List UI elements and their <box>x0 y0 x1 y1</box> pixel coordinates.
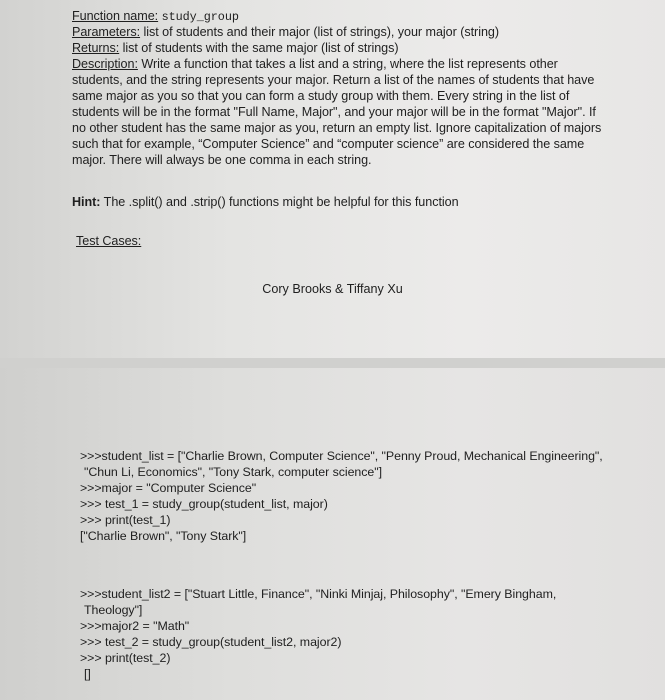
function-name-line <box>72 9 239 25</box>
hint-line <box>72 195 459 210</box>
returns-line <box>72 41 399 56</box>
function-name-value: study_group <box>161 10 239 24</box>
code-2-line-1: Theology"] <box>84 603 143 617</box>
code-1-line-0: >>>student_list = ["Charlie Brown, Computer Science", "Penny Proud, Mechanical Engineering", <box>80 449 603 463</box>
code-2-line-2: >>>major2 = "Math" <box>80 619 190 633</box>
function-name-label: Function name: <box>72 9 159 23</box>
returns-label: Returns: <box>72 41 120 55</box>
description-line-2: same major as you so that you can form a study group with them. Every string in the list of <box>72 89 570 103</box>
code-1-line-2: >>>major = "Computer Science" <box>80 481 257 495</box>
code-1-line-1: "Chun Li, Economics", "Tony Stark, computer science"] <box>84 465 382 479</box>
description-line-0 <box>72 57 558 72</box>
returns-value: list of students with the same major (list of strings) <box>122 41 399 55</box>
footer-credit: Cory Brooks & Tiffany Xu <box>262 282 403 296</box>
hint-label: Hint: <box>72 195 101 209</box>
description-line-1: students, and the string represents your major. Return a list of the names of students that have <box>72 73 595 87</box>
page-divider <box>0 358 665 368</box>
code-2-line-5: [] <box>84 667 91 681</box>
description-line-5: such that for example, “Computer Science” and “computer science” are considered the same <box>72 137 585 151</box>
description-line-6: major. There will always be one comma in each string. <box>72 153 372 167</box>
code-1-line-3: >>> test_1 = study_group(student_list, major) <box>80 497 328 511</box>
description-text: Write a function that takes a list and a string, where the list represents other <box>141 57 558 71</box>
test-cases-heading: Test Cases: <box>76 234 142 248</box>
description-line-3: students will be in the format "Full Name, Major", and your major will be in the format "Major". If <box>72 105 596 119</box>
description-label: Description: <box>72 57 138 71</box>
code-2-line-0: >>>student_list2 = ["Stuart Little, Finance", "Ninki Minjaj, Philosophy", "Emery Bingham, <box>80 587 557 601</box>
description-line-4: no other student has the same major as you, return an empty list. Ignore capitalization of majors <box>72 121 602 135</box>
code-2-line-4: >>> print(test_2) <box>80 651 171 665</box>
hint-text: The .split() and .strip() functions might be helpful for this function <box>103 195 459 209</box>
code-1-line-4: >>> print(test_1) <box>80 513 171 527</box>
parameters-value: list of students and their major (list of strings), your major (string) <box>143 25 499 39</box>
parameters-line <box>72 25 499 40</box>
code-1-line-5: ["Charlie Brown", "Tony Stark"] <box>80 529 247 543</box>
code-2-line-3: >>> test_2 = study_group(student_list2, major2) <box>80 635 342 649</box>
parameters-label: Parameters: <box>72 25 141 39</box>
